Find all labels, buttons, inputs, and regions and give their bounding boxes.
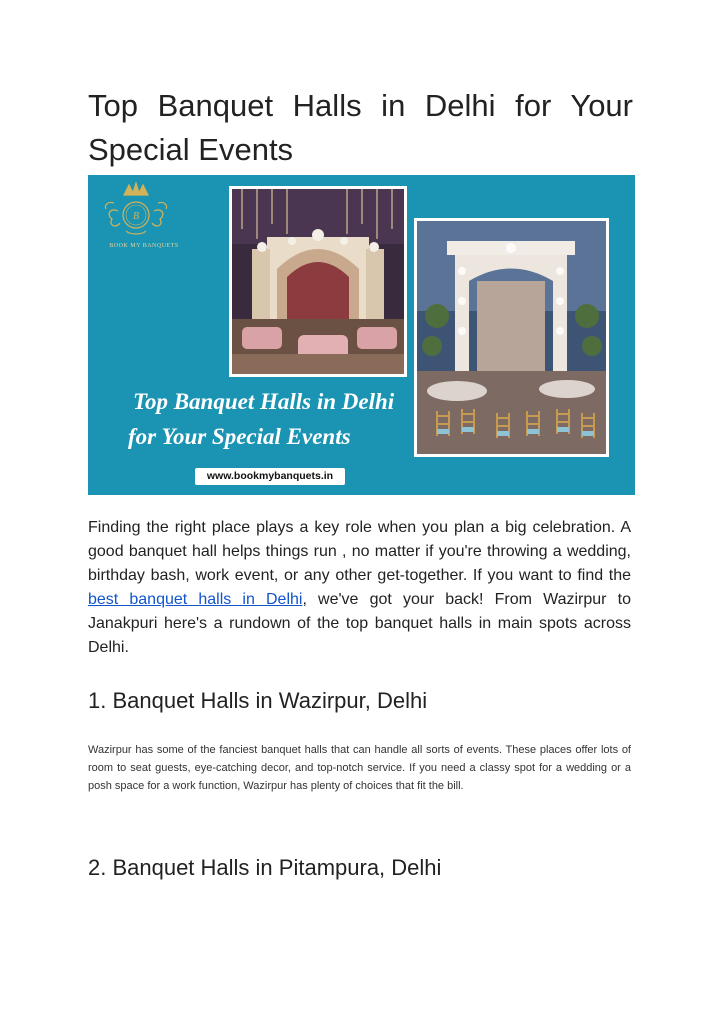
banner-headline-line1: Top Banquet Halls in Delhi <box>133 389 395 414</box>
section-body-wazirpur: Wazirpur has some of the fanciest banquet halls that can handle all sorts of events. These places offer lots of room to seat guests, eye-catching decor, and top-notch service. If you need a classy spot for a wedding or a posh space for a work function, Wazirpur has plenty of choices that fit the bill. <box>88 744 631 792</box>
section-heading-wazirpur: 1. Banquet Halls in Wazirpur, Delhi <box>88 688 428 713</box>
hero-banner-image <box>88 175 635 495</box>
best-banquet-halls-link[interactable]: best banquet halls in Delhi <box>88 591 303 608</box>
banner-headline-line2: for Your Special Events <box>128 424 351 449</box>
brand-logo <box>96 181 179 259</box>
brand-logo-text: BOOK MY BANQUETS <box>109 243 179 249</box>
intro-paragraph <box>88 516 631 660</box>
page-title: Top Banquet Halls in Delhi for Your Special Events <box>88 88 633 167</box>
section-heading-pitampura: 2. Banquet Halls in Pitampura, Delhi <box>88 855 442 880</box>
intro-text-part1: Finding the right place plays a key role when you plan a big celebration. A good banquet hall helps things run , no matter if you're throwing a wedding, birthday bash, work event, or any other get-together. If you want to find the <box>88 519 631 584</box>
banquet-stage-photo <box>229 186 407 377</box>
banner-website-url: www.bookmybanquets.in <box>195 468 345 485</box>
intro-text-part2: , we've got your back! From Wazirpur to Janakpuri here's a rundown of the top banquet halls in main spots across Delhi. <box>88 591 631 656</box>
mandap-decor-photo <box>414 218 609 457</box>
svg-text:B: B <box>132 211 140 222</box>
crown-logo-icon <box>96 181 176 243</box>
